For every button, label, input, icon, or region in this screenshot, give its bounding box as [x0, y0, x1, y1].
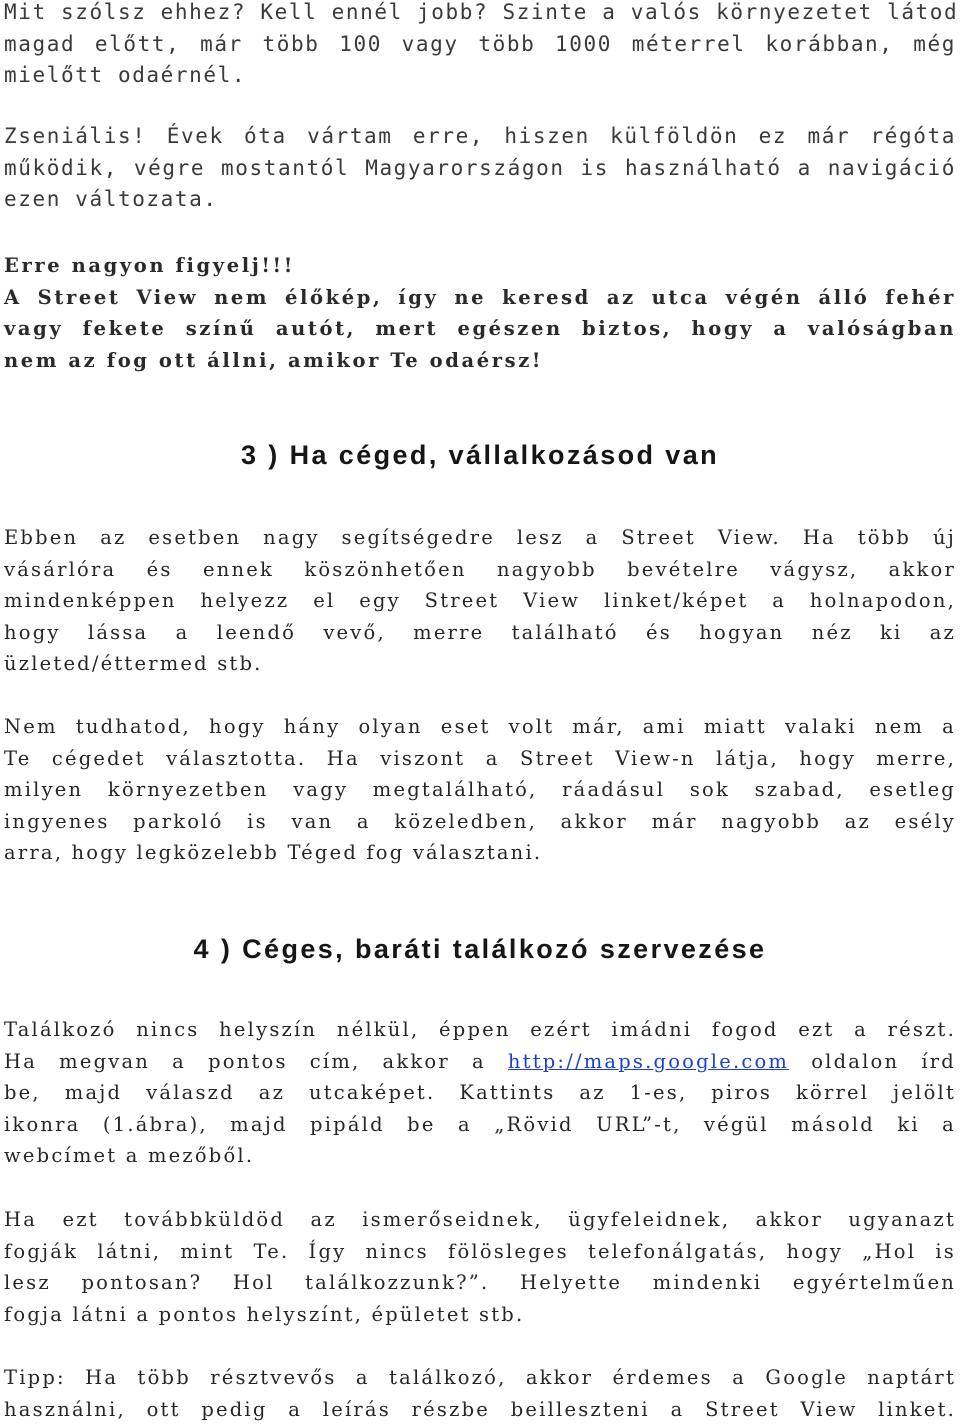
section-3-line: Te cégedet választotta. Ha viszont a Street View-n látja, hogy merre,	[4, 746, 956, 770]
link-suffix-text: oldalon írd	[789, 1049, 956, 1073]
section-3-line: vásárlóra és ennek köszönhetően nagyobb bevételre vágysz, akkor	[4, 557, 956, 581]
section-4-line: ikonra (1.ábra), majd pipáld be a „Rövid URL”-t, végül másold ki a	[4, 1112, 956, 1136]
warning-block	[4, 250, 956, 376]
section-3-line: hogy lássa a leendő vevő, merre található és hogyan néz ki az	[4, 620, 956, 644]
section-4-line-with-link	[4, 1046, 956, 1078]
section-4-paragraph-2	[4, 1204, 956, 1330]
section-4-line: lesz pontosan? Hol találkozzunk?”. Helyette mindenki egyértelműen	[4, 1271, 956, 1294]
section-4-line: fogja látni a pontos helyszínt, épületet stb.	[4, 1302, 525, 1326]
zsenialis-paragraph	[4, 121, 956, 216]
warning-line: nem az fog ott állni, amikor Te odaérsz!	[4, 348, 544, 372]
tip-line: Tipp: Ha több résztvevős a találkozó, akkor érdemes a Google naptárt	[4, 1366, 956, 1389]
section-4-line: be, majd válaszd az utcaképet. Kattints az 1-es, piros körrel jelölt	[4, 1081, 956, 1104]
section-3-line: mindenképpen helyezz el egy Street View linket/képet a holnapodon,	[4, 589, 956, 612]
intro-paragraph	[4, 0, 959, 92]
intro-line: Mit szólsz ehhez? Kell ennél jobb? Szinte a valós környezetet látod	[4, 0, 959, 24]
section-4-tip	[4, 1362, 956, 1425]
intro-line: mielőtt odaérnél.	[4, 63, 247, 87]
section-4-heading: 4 ) Céges, baráti találkozó szervezése	[193, 934, 767, 964]
section-3-line: arra, hogy legközelebb Téged fog választani.	[4, 841, 543, 864]
warning-line: A Street View nem élőkép, így ne keresd az utca végén álló fehér	[4, 285, 956, 309]
section-3-heading: 3 ) Ha céged, vállalkozásod van	[240, 440, 720, 470]
section-4-line: webcímet a mezőből.	[4, 1144, 255, 1167]
link-prefix-text: Ha megvan a pontos cím, akkor a	[4, 1049, 508, 1073]
tip-line: használni, ott pedig a leírás részbe beilleszteni a Street View linket.	[4, 1397, 956, 1421]
section-3-line: ingyenes parkoló is van a közeledben, akkor már nagyobb az esély	[4, 809, 956, 833]
section-3-line: Ebben az esetben nagy segítségedre lesz a Street View. Ha több új	[4, 526, 956, 549]
section-4-line: fogják látni, mint Te. Így nincs fölösleges telefonálgatás, hogy „Hol is	[4, 1239, 956, 1263]
section-3-line: Nem tudhatod, hogy hány olyan eset volt már, ami miatt valaki nem a	[4, 715, 956, 738]
section-4-line: Ha ezt továbbküldöd az ismerőseidnek, ügyfeleidnek, akkor ugyanazt	[4, 1208, 956, 1231]
warning-title: Erre nagyon figyelj!!!	[4, 254, 295, 277]
maps-google-link[interactable]: http://maps.google.com	[507, 1049, 790, 1073]
zsenialis-line: Zseniális! Évek óta vártam erre, hiszen külföldön ez már régóta	[4, 124, 956, 148]
zsenialis-line: ezen változata.	[4, 187, 218, 211]
section-3-line: milyen környezetben vagy megtalálható, ráadásul sok szabad, esetleg	[4, 778, 956, 801]
section-4-line: Találkozó nincs helyszín nélkül, éppen ezért imádni fogod ezt a részt.	[4, 1018, 956, 1041]
section-3-paragraph-1	[4, 522, 956, 680]
section-3-paragraph-2	[4, 711, 956, 869]
warning-line: vagy fekete színű autót, mert egészen biztos, hogy a valóságban	[4, 317, 956, 340]
section-4-paragraph-1	[4, 1014, 956, 1172]
intro-line: magad előtt, már több 100 vagy több 1000 méterrel korábban, még	[4, 31, 956, 56]
section-3-line: üzleted/éttermed stb.	[4, 652, 263, 675]
zsenialis-line: működik, végre mostantól Magyarországon is használható a navigáció	[4, 155, 956, 180]
